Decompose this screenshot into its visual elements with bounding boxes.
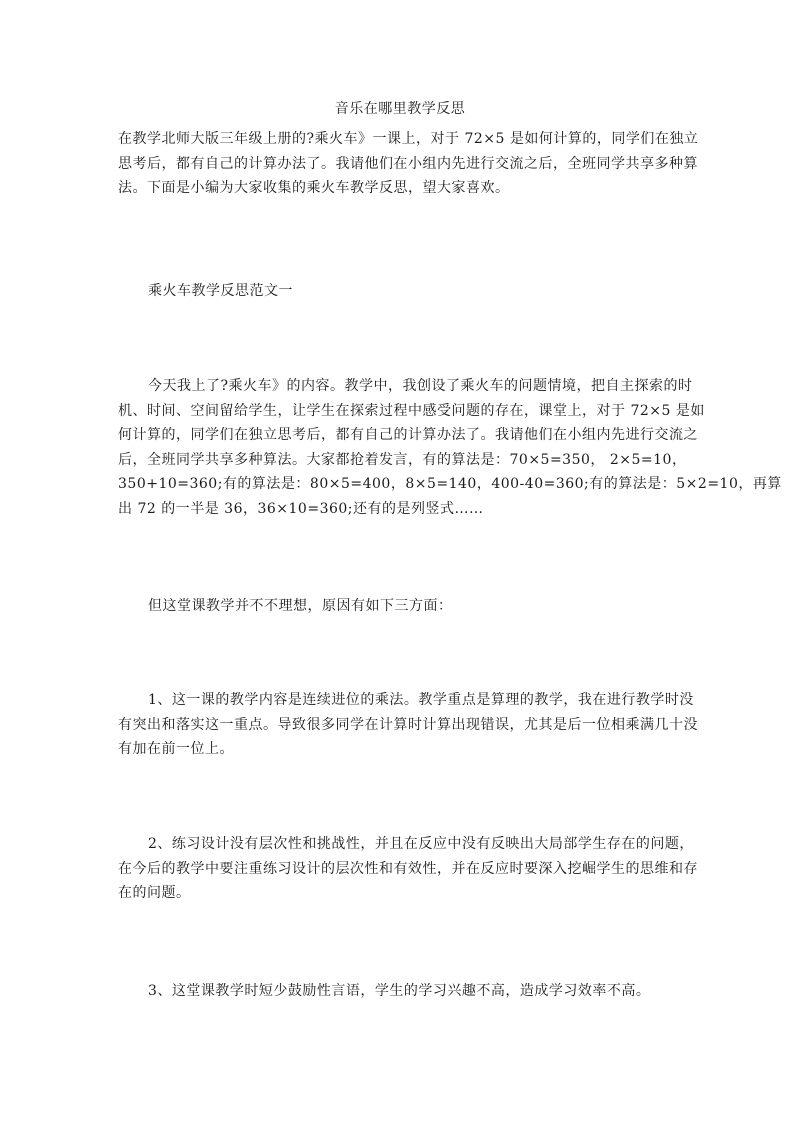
body-line: 今天我上了?乘火车》的内容。教学中，我创设了乘火车的问题情境，把自主探索的时 [148, 378, 693, 394]
body-paragraph-2 [118, 594, 684, 619]
section-heading [118, 279, 684, 304]
section-heading-text: 乘火车教学反思范文一 [148, 283, 293, 299]
reason-paragraph-3 [118, 979, 684, 1004]
body-paragraph-1 [118, 374, 782, 521]
reason-line: 在的问题。 [118, 885, 191, 901]
body-line: 机、时间、空间留给学生，让学生在探索过程中感受问题的存在，课堂上，对于 72×5 是如 [118, 402, 705, 419]
intro-line: 在教学北师大版三年级上册的?乘火车》一课上，对于 72×5 是如何计算的，同学们在独立 [118, 131, 699, 147]
body-line: 何计算的，同学们在独立思考后，都有自己的计算办法了。我请他们在小组内先进行交流之 [118, 427, 698, 443]
reason-line: 在今后的教学中要注重练习设计的层次性和有效性，并在反应时要深入挖崛学生的思维和存 [118, 860, 698, 877]
reason-line: 1、这一课的教学内容是连续进位的乘法。教学重点是算理的教学，我在进行教学时没 [148, 692, 694, 708]
reason-paragraph-2 [118, 832, 698, 906]
reason-line: 有突出和落实这一重点。导致很多同学在计算时计算出现错误，尤其是后一位相乘满几十没 [118, 716, 698, 733]
intro-line: 思考后，都有自己的计算办法了。我请他们在小组内先进行交流之后，全班同学共享多种算 [118, 155, 698, 172]
document-title: 音乐在哪里教学反思 [334, 101, 466, 117]
intro-paragraph [118, 127, 699, 201]
reason-paragraph-1 [118, 688, 698, 762]
intro-line: 法。下面是小编为大家收集的乘火车教学反思，望大家喜欢。 [118, 180, 510, 196]
reason-line: 2、练习设计没有层次性和挑战性，并且在反应中没有反映出大局部学生存在的问题， [148, 836, 694, 852]
body-line: 但这堂课教学并不不理想，原因有如下三方面： [148, 598, 453, 614]
reason-line: 有加在前一位上。 [118, 741, 234, 757]
body-line: 出 72 的一半是 36，36×10=360;还有的是列竖式…… [118, 500, 484, 517]
reason-line: 3、这堂课教学时短少鼓励性言语，学生的学习兴趣不高，造成学习效率不高。 [148, 983, 651, 999]
body-line: 350+10=360;有的算法是：80×5=400，8×5=140，400-40=360;有的算法是：5×2=10，再算 [118, 476, 782, 492]
body-line: 后，全班同学共享多种算法。大家都抢着发言，有的算法是：70×5=350， 2×5=10， [118, 451, 687, 468]
